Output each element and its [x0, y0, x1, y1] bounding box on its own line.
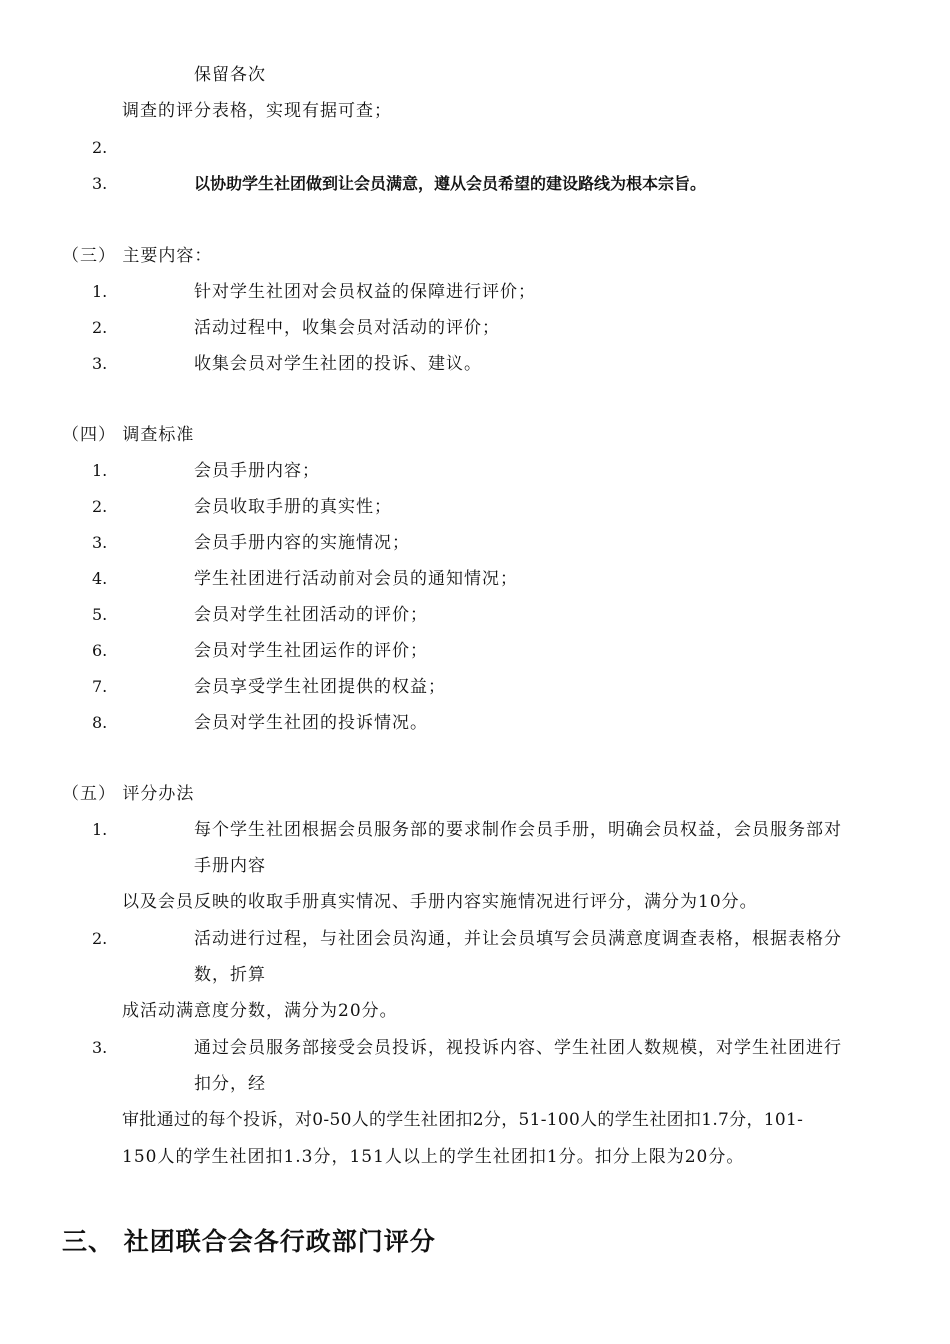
section-5-title: （五） 评分办法 — [62, 784, 195, 804]
scoring-item-1-continuation: 以及会员反映的收取手册真实情况、手册内容实施情况进行评分，满分为10分。 — [122, 892, 758, 912]
list-item: 收集会员对学生社团的投诉、建议。 — [194, 354, 482, 374]
section-heading-3: 三、 社团联合会各行政部门评分 — [62, 1227, 436, 1256]
list-item-number: 3. — [92, 533, 108, 552]
intro-item-2-number: 2. — [92, 138, 108, 157]
scoring-item-3-continuation-1: 审批通过的每个投诉，对0-50人的学生社团扣2分，51-100人的学生社团扣1.7分，101- — [122, 1110, 804, 1130]
list-item-number: 2. — [92, 497, 108, 516]
intro-line-2: 调查的评分表格，实现有据可查； — [122, 101, 392, 121]
list-item-number: 1. — [92, 820, 108, 839]
scoring-item-1-line-1: 每个学生社团根据会员服务部的要求制作会员手册，明确会员权益，会员服务部对 — [194, 820, 842, 840]
intro-item-3-text: 以协助学生社团做到让会员满意，遵从会员希望的建设路线为根本宗旨。 — [194, 174, 707, 193]
list-item-number: 3. — [92, 1038, 108, 1057]
section-4-title: （四） 调查标准 — [62, 425, 195, 445]
scoring-item-2-line-2: 数，折算 — [194, 965, 266, 985]
list-item: 会员手册内容的实施情况； — [194, 533, 410, 553]
list-item: 会员收取手册的真实性； — [194, 497, 392, 517]
list-item-number: 1. — [92, 461, 108, 480]
scoring-item-2-line-1: 活动进行过程，与社团会员沟通，并让会员填写会员满意度调查表格，根据表格分 — [194, 929, 842, 949]
list-item: 会员享受学生社团提供的权益； — [194, 677, 446, 697]
list-item: 针对学生社团对会员权益的保障进行评价； — [194, 282, 536, 302]
section-3-title: （三） 主要内容： — [62, 246, 213, 266]
list-item-number: 2. — [92, 929, 108, 948]
list-item-number: 7. — [92, 677, 108, 696]
intro-item-3-number: 3. — [92, 174, 108, 193]
list-item-number: 2. — [92, 318, 108, 337]
list-item-number: 3. — [92, 354, 108, 373]
intro-line-1: 保留各次 — [194, 65, 266, 85]
list-item-number: 6. — [92, 641, 108, 660]
scoring-item-3-line-1: 通过会员服务部接受会员投诉，视投诉内容、学生社团人数规模，对学生社团进行 — [194, 1038, 842, 1058]
list-item: 会员对学生社团运作的评价； — [194, 641, 428, 661]
list-item: 会员对学生社团的投诉情况。 — [194, 713, 428, 733]
list-item-number: 5. — [92, 605, 108, 624]
list-item: 会员对学生社团活动的评价； — [194, 605, 428, 625]
scoring-item-3-continuation-2: 150人的学生社团扣1.3分，151人以上的学生社团扣1分。扣分上限为20分。 — [122, 1147, 745, 1167]
list-item: 活动过程中，收集会员对活动的评价； — [194, 318, 500, 338]
list-item-number: 4. — [92, 569, 108, 588]
list-item-number: 1. — [92, 282, 108, 301]
list-item-number: 8. — [92, 713, 108, 732]
list-item: 会员手册内容； — [194, 461, 320, 481]
scoring-item-1-line-2: 手册内容 — [194, 856, 266, 876]
scoring-item-3-line-2: 扣分，经 — [194, 1074, 266, 1094]
list-item: 学生社团进行活动前对会员的通知情况； — [194, 569, 518, 589]
scoring-item-2-continuation: 成活动满意度分数，满分为20分。 — [122, 1001, 398, 1021]
